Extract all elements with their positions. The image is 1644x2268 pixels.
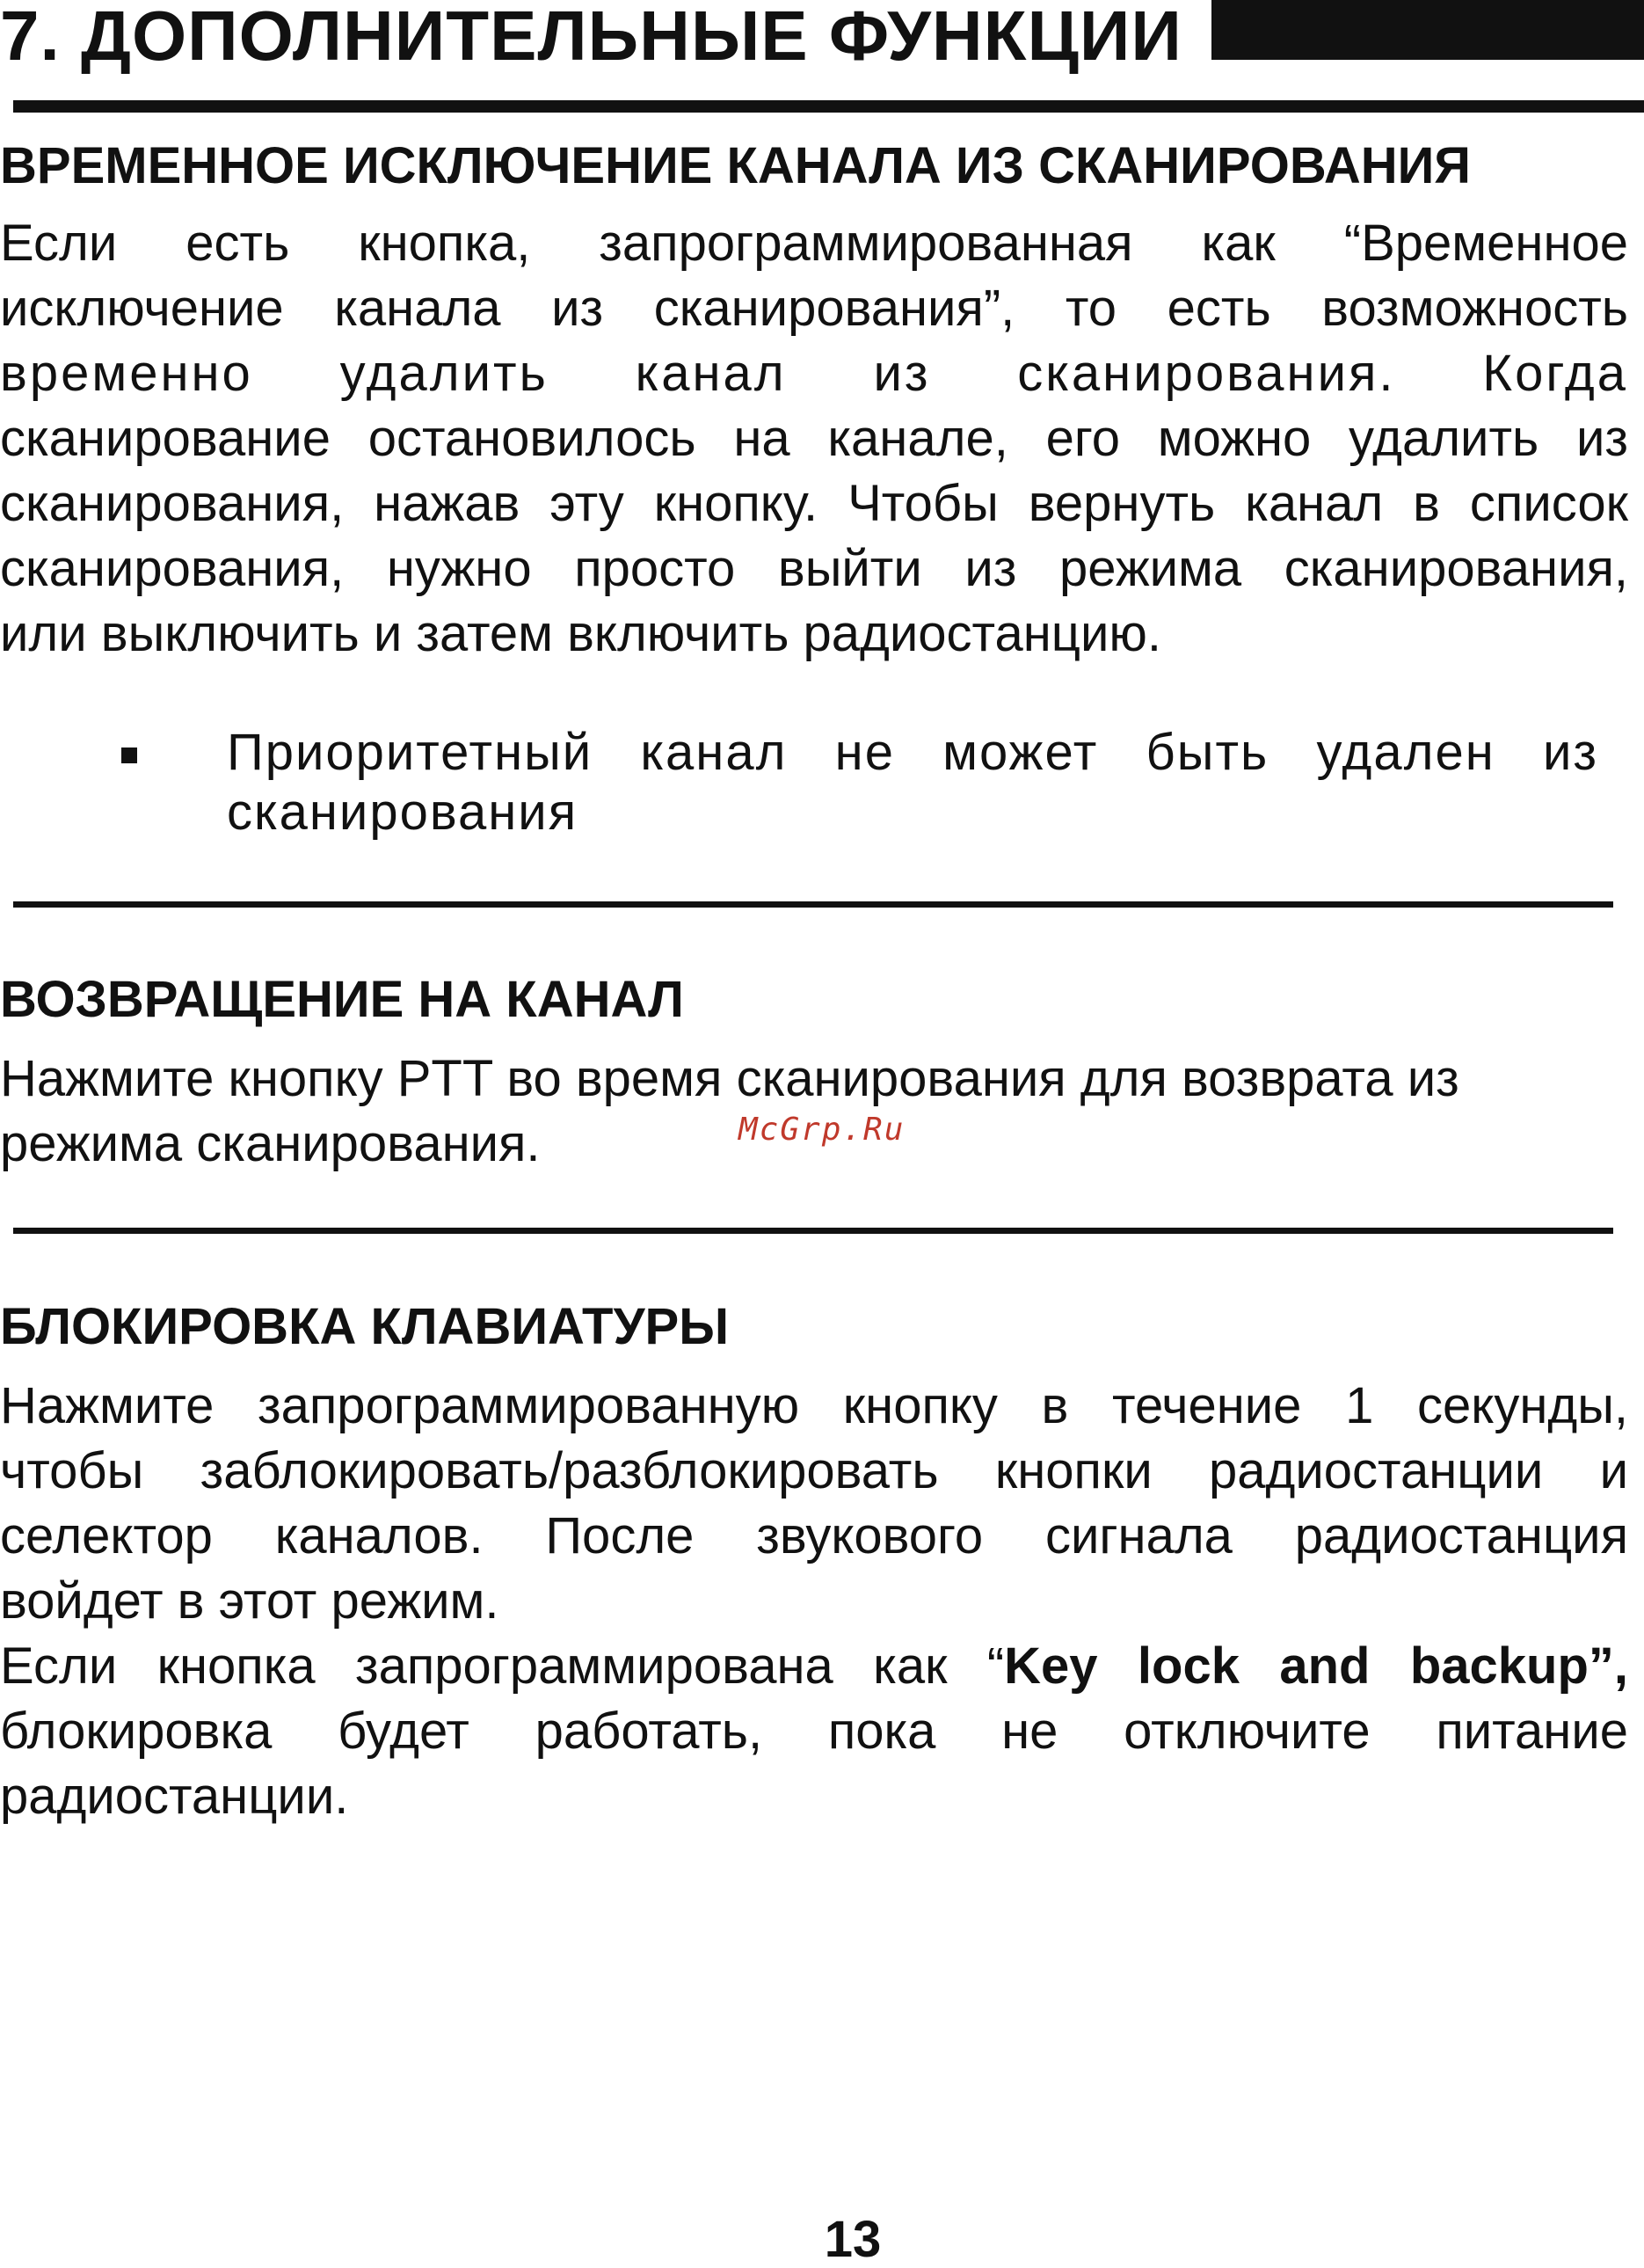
paragraph-line: Нажмите запрограммированную кнопку в течение 1 секунды, (0, 1377, 1628, 1434)
paragraph-line: радиостанции. (0, 1768, 349, 1825)
bullet-note (227, 723, 1598, 842)
paragraph-line: сканирования, нужно просто выйти из режима сканирования, (0, 540, 1628, 597)
header-rule (13, 100, 1644, 113)
paragraph-line: исключение канала из сканирования”, то есть возможность (0, 280, 1628, 337)
paragraph-line: или выключить и затем включить радиостанцию. (0, 605, 1161, 662)
section-paragraph-temporary-exclusion (0, 211, 1628, 667)
section-divider (13, 1228, 1613, 1234)
paragraph-line: сканирование остановилось на канале, его можно удалить из (0, 410, 1628, 467)
section-heading-return-to-channel: ВОЗВРАЩЕНИЕ НА КАНАЛ (0, 971, 684, 1028)
paragraph-line-keyword (0, 1634, 1628, 1699)
section-heading-keypad-lock: БЛОКИРОВКА КЛАВИАТУРЫ (0, 1298, 729, 1355)
paragraph-line: режима сканирования. (0, 1115, 541, 1172)
paragraph-line: блокировка будет работать, пока не отключите питание (0, 1703, 1628, 1760)
paragraph-line: войдет в этот режим. (0, 1572, 499, 1630)
paragraph-line: чтобы заблокировать/разблокировать кнопки радиостанции и (0, 1442, 1628, 1499)
paragraph-line: временно удалить канал из сканирования. Когда (0, 345, 1628, 402)
bullet-square-icon (121, 747, 137, 763)
header-bar (1211, 0, 1644, 60)
paragraph-line: Если есть кнопка, запрограммированная как “Временное (0, 215, 1628, 272)
section-divider (13, 901, 1613, 908)
section-paragraph-keypad-lock (0, 1374, 1628, 1829)
keyword-prefix: Если кнопка запрограммирована как “ (0, 1637, 1005, 1695)
keyword-key-lock-and-backup: Key lock and backup”, (1004, 1637, 1628, 1695)
page-title: 7. ДОПОЛНИТЕЛЬНЫЕ ФУНКЦИИ (0, 0, 1182, 75)
page-number: 13 (824, 2211, 882, 2268)
bullet-line: сканирования (227, 784, 578, 841)
bullet-line: Приоритетный канал не может быть удален из (227, 724, 1598, 781)
paragraph-line: сканирования, нажав эту кнопку. Чтобы вернуть канал в список (0, 475, 1628, 532)
paragraph-line: селектор каналов. После звукового сигнала радиостанция (0, 1507, 1628, 1564)
watermark: McGrp.Ru (738, 1112, 906, 1148)
section-heading-temporary-exclusion: ВРЕМЕННОЕ ИСКЛЮЧЕНИЕ КАНАЛА ИЗ СКАНИРОВАНИЯ (0, 137, 1471, 194)
paragraph-line: Нажмите кнопку PTT во время сканирования для возврата из (0, 1050, 1459, 1107)
